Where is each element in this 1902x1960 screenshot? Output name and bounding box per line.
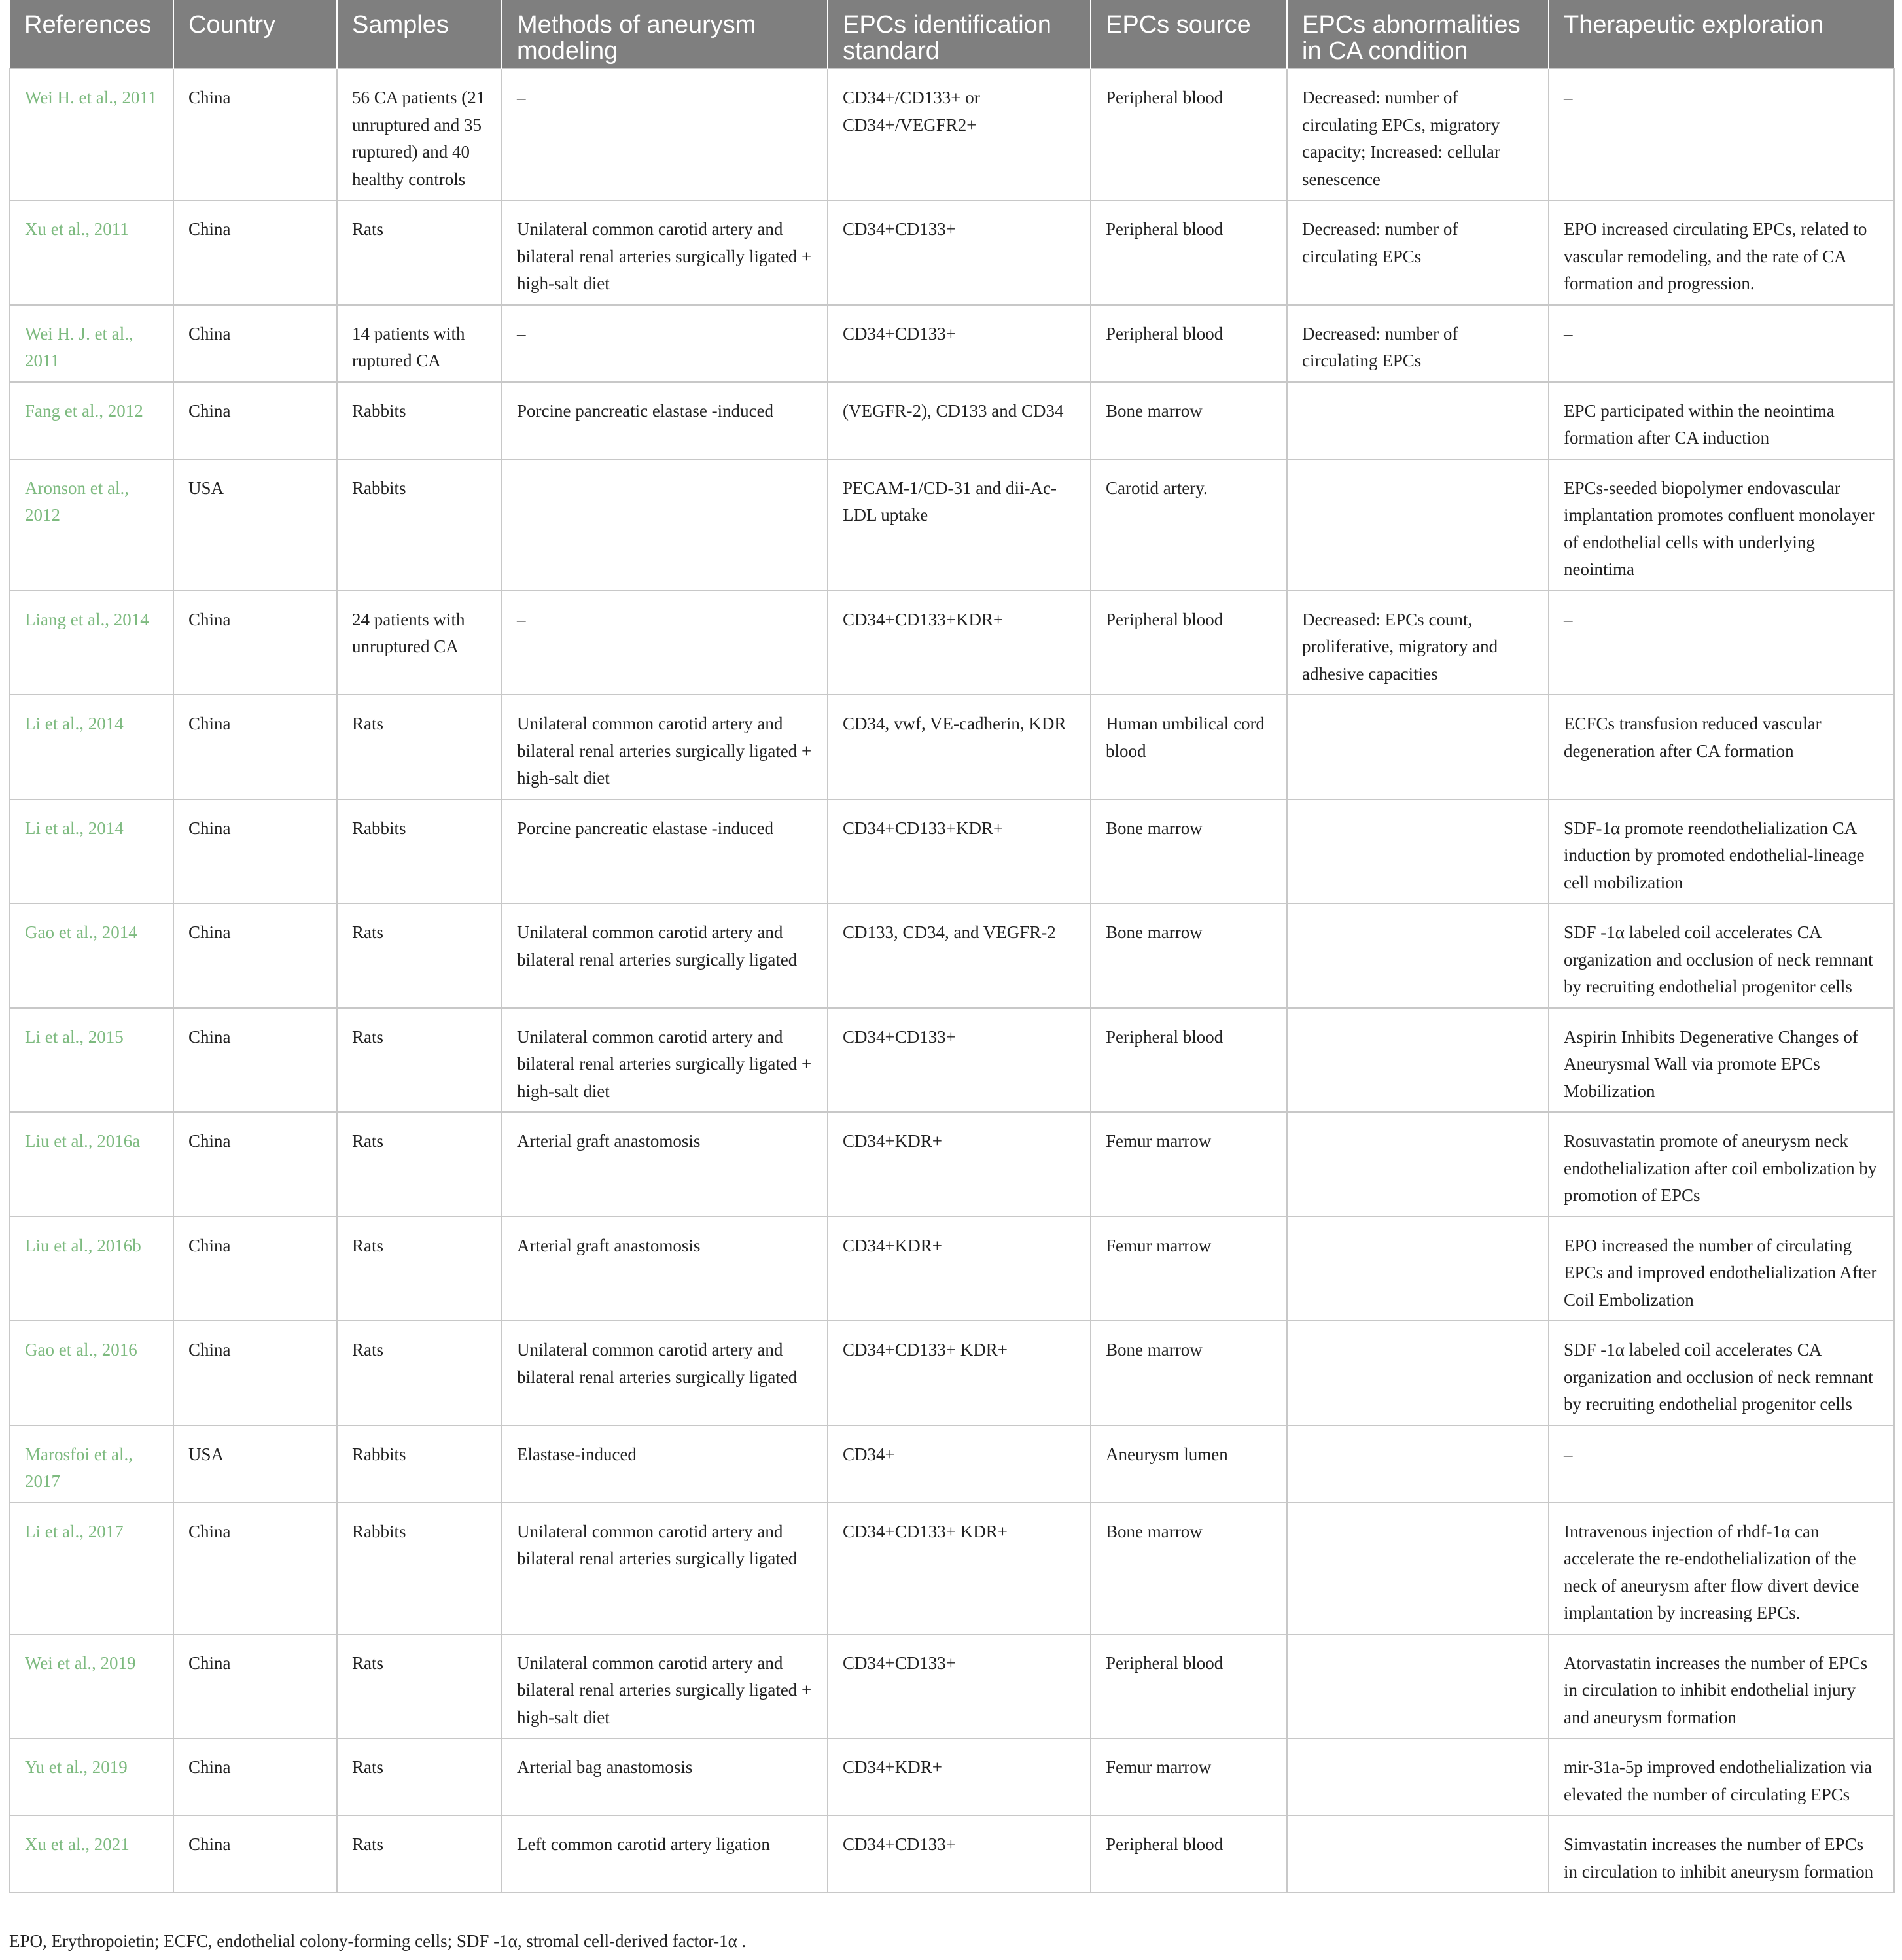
samples-cell: Rats [337, 1815, 502, 1893]
country-cell: China [173, 903, 337, 1008]
therapeutic-cell: mir-31a-5p improved endothelialization via elevated the number of circulating EPCs [1549, 1738, 1894, 1815]
table-row [10, 1738, 1894, 1815]
country-cell: China [173, 1112, 337, 1217]
identification-standard-cell: CD34+CD133+ [828, 305, 1091, 382]
samples-cell: 14 patients with ruptured CA [337, 305, 502, 382]
table-body [10, 69, 1894, 1893]
abnormalities-cell: Decreased: number of circulating EPCs, migratory capacity; Increased: cellular senescence [1287, 69, 1549, 200]
country-cell: China [173, 1815, 337, 1893]
therapeutic-cell: EPC participated within the neointima formation after CA induction [1549, 382, 1894, 459]
reference-link[interactable]: Li et al., 2014 [10, 695, 173, 799]
epcs-source-cell: Peripheral blood [1091, 200, 1287, 305]
samples-cell: Rats [337, 1738, 502, 1815]
samples-cell: Rats [337, 1008, 502, 1113]
table-header [10, 0, 1894, 69]
table-row [10, 1634, 1894, 1739]
therapeutic-cell: – [1549, 591, 1894, 695]
abnormalities-cell [1287, 1738, 1549, 1815]
identification-standard-cell: CD34, vwf, VE-cadherin, KDR [828, 695, 1091, 799]
identification-standard-cell: CD34+KDR+ [828, 1217, 1091, 1321]
samples-cell: Rats [337, 1112, 502, 1217]
header-country: Country [173, 0, 337, 69]
table-row [10, 903, 1894, 1008]
abnormalities-cell [1287, 1321, 1549, 1426]
country-cell: China [173, 1217, 337, 1321]
reference-link[interactable]: Marosfoi et al., 2017 [10, 1426, 173, 1503]
reference-link[interactable]: Li et al., 2017 [10, 1503, 173, 1634]
epcs-source-cell: Bone marrow [1091, 799, 1287, 904]
method-cell: Arterial graft anastomosis [502, 1112, 828, 1217]
abnormalities-cell [1287, 1217, 1549, 1321]
abnormalities-cell [1287, 799, 1549, 904]
epcs-source-cell: Aneurysm lumen [1091, 1426, 1287, 1503]
therapeutic-cell: Simvastatin increases the number of EPCs in circulation to inhibit aneurysm formation [1549, 1815, 1894, 1893]
identification-standard-cell: CD34+KDR+ [828, 1738, 1091, 1815]
therapeutic-cell: – [1549, 69, 1894, 200]
table-row [10, 1426, 1894, 1503]
method-cell: Left common carotid artery ligation [502, 1815, 828, 1893]
method-cell: Unilateral common carotid artery and bilateral renal arteries surgically ligated + high-salt diet [502, 1008, 828, 1113]
identification-standard-cell: CD34+KDR+ [828, 1112, 1091, 1217]
therapeutic-cell: – [1549, 305, 1894, 382]
therapeutic-cell: SDF -1α labeled coil accelerates CA organization and occlusion of neck remnant by recruiting endothelial progenitor cells [1549, 903, 1894, 1008]
country-cell: China [173, 1008, 337, 1113]
table-row [10, 1112, 1894, 1217]
epcs-source-cell: Bone marrow [1091, 382, 1287, 459]
identification-standard-cell: CD34+ [828, 1426, 1091, 1503]
header-therapeutic: Therapeutic exploration [1549, 0, 1894, 69]
identification-standard-cell: (VEGFR-2), CD133 and CD34 [828, 382, 1091, 459]
samples-cell: 24 patients with unruptured CA [337, 591, 502, 695]
abnormalities-cell: Decreased: EPCs count, proliferative, migratory and adhesive capacities [1287, 591, 1549, 695]
method-cell: Unilateral common carotid artery and bilateral renal arteries surgically ligated + high-salt diet [502, 200, 828, 305]
table-row [10, 591, 1894, 695]
abnormalities-cell [1287, 1008, 1549, 1113]
header-identification-standard: EPCs identification standard [828, 0, 1091, 69]
reference-link[interactable]: Xu et al., 2011 [10, 200, 173, 305]
header-epcs-source: EPCs source [1091, 0, 1287, 69]
therapeutic-cell: SDF -1α labeled coil accelerates CA organization and occlusion of neck remnant by recruiting endothelial progenitor cells [1549, 1321, 1894, 1426]
reference-link[interactable]: Wei H. J. et al., 2011 [10, 305, 173, 382]
reference-link[interactable]: Xu et al., 2021 [10, 1815, 173, 1893]
samples-cell: Rats [337, 1634, 502, 1739]
epcs-source-cell: Peripheral blood [1091, 69, 1287, 200]
country-cell: China [173, 591, 337, 695]
identification-standard-cell: CD34+CD133+ KDR+ [828, 1321, 1091, 1426]
epcs-source-cell: Bone marrow [1091, 1321, 1287, 1426]
method-cell: Porcine pancreatic elastase -induced [502, 799, 828, 904]
samples-cell: Rats [337, 1321, 502, 1426]
header-references: References [10, 0, 173, 69]
epcs-source-cell: Peripheral blood [1091, 305, 1287, 382]
samples-cell: Rabbits [337, 799, 502, 904]
epcs-source-cell: Peripheral blood [1091, 591, 1287, 695]
header-row [10, 0, 1894, 69]
method-cell: – [502, 591, 828, 695]
table-row [10, 1503, 1894, 1634]
identification-standard-cell: CD34+CD133+ KDR+ [828, 1503, 1091, 1634]
method-cell: Unilateral common carotid artery and bilateral renal arteries surgically ligated [502, 903, 828, 1008]
epcs-source-cell: Bone marrow [1091, 1503, 1287, 1634]
abnormalities-cell [1287, 1634, 1549, 1739]
abnormalities-cell [1287, 1815, 1549, 1893]
reference-link[interactable]: Liu et al., 2016b [10, 1217, 173, 1321]
method-cell: Unilateral common carotid artery and bilateral renal arteries surgically ligated [502, 1503, 828, 1634]
therapeutic-cell: – [1549, 1426, 1894, 1503]
samples-cell: Rats [337, 695, 502, 799]
country-cell: China [173, 695, 337, 799]
country-cell: China [173, 1503, 337, 1634]
table-row [10, 382, 1894, 459]
method-cell: Unilateral common carotid artery and bilateral renal arteries surgically ligated + high-salt diet [502, 695, 828, 799]
epcs-source-cell: Peripheral blood [1091, 1815, 1287, 1893]
samples-cell: Rats [337, 903, 502, 1008]
epcs-source-cell: Femur marrow [1091, 1217, 1287, 1321]
therapeutic-cell: ECFCs transfusion reduced vascular degeneration after CA formation [1549, 695, 1894, 799]
method-cell: Elastase-induced [502, 1426, 828, 1503]
reference-link[interactable]: Gao et al., 2016 [10, 1321, 173, 1426]
abnormalities-cell: Decreased: number of circulating EPCs [1287, 200, 1549, 305]
identification-standard-cell: CD34+CD133+ [828, 200, 1091, 305]
country-cell: China [173, 1321, 337, 1426]
therapeutic-cell: EPCs-seeded biopolymer endovascular implantation promotes confluent monolayer of endothelial cells with underlying neointima [1549, 459, 1894, 591]
therapeutic-cell: Aspirin Inhibits Degenerative Changes of Aneurysmal Wall via promote EPCs Mobilization [1549, 1008, 1894, 1113]
reference-link[interactable]: Gao et al., 2014 [10, 903, 173, 1008]
epcs-source-cell: Carotid artery. [1091, 459, 1287, 591]
header-samples: Samples [337, 0, 502, 69]
method-cell: Unilateral common carotid artery and bilateral renal arteries surgically ligated [502, 1321, 828, 1426]
therapeutic-cell: Rosuvastatin promote of aneurysm neck endothelialization after coil embolization by promotion of EPCs [1549, 1112, 1894, 1217]
therapeutic-cell: EPO increased circulating EPCs, related to vascular remodeling, and the rate of CA formation and progression. [1549, 200, 1894, 305]
country-cell: USA [173, 1426, 337, 1503]
reference-link[interactable]: Aronson et al., 2012 [10, 459, 173, 591]
samples-cell: 56 CA patients (21 unruptured and 35 ruptured) and 40 healthy controls [337, 69, 502, 200]
samples-cell: Rats [337, 200, 502, 305]
reference-link[interactable]: Li et al., 2015 [10, 1008, 173, 1113]
identification-standard-cell: CD34+CD133+KDR+ [828, 591, 1091, 695]
abnormalities-cell [1287, 1426, 1549, 1503]
abnormalities-cell [1287, 459, 1549, 591]
therapeutic-cell: SDF-1α promote reendothelialization CA induction by promoted endothelial-lineage cell mobilization [1549, 799, 1894, 904]
abnormalities-cell [1287, 695, 1549, 799]
header-methods: Methods of aneurysm modeling [502, 0, 828, 69]
abnormalities-cell: Decreased: number of circulating EPCs [1287, 305, 1549, 382]
method-cell [502, 459, 828, 591]
reference-link[interactable]: Wei et al., 2019 [10, 1634, 173, 1739]
abnormalities-cell [1287, 903, 1549, 1008]
epc-studies-table [9, 0, 1895, 1893]
country-cell: China [173, 200, 337, 305]
table-row [10, 1321, 1894, 1426]
table-footnote: EPO, Erythropoietin; ECFC, endothelial colony-forming cells; SDF -1α, stromal cell-derived factor-1α . [9, 1931, 747, 1951]
country-cell: China [173, 1634, 337, 1739]
samples-cell: Rabbits [337, 382, 502, 459]
abnormalities-cell [1287, 1112, 1549, 1217]
table-row [10, 305, 1894, 382]
country-cell: China [173, 69, 337, 200]
epcs-source-cell: Femur marrow [1091, 1112, 1287, 1217]
country-cell: China [173, 1738, 337, 1815]
method-cell: Arterial graft anastomosis [502, 1217, 828, 1321]
reference-link[interactable]: Fang et al., 2012 [10, 382, 173, 459]
reference-link[interactable]: Li et al., 2014 [10, 799, 173, 904]
method-cell: – [502, 305, 828, 382]
table-row [10, 69, 1894, 200]
table-row [10, 459, 1894, 591]
epcs-source-cell: Femur marrow [1091, 1738, 1287, 1815]
epcs-source-cell: Peripheral blood [1091, 1008, 1287, 1113]
identification-standard-cell: CD133, CD34, and VEGFR-2 [828, 903, 1091, 1008]
table-row [10, 695, 1894, 799]
table-row [10, 1008, 1894, 1113]
epcs-source-cell: Bone marrow [1091, 903, 1287, 1008]
identification-standard-cell: CD34+CD133+ [828, 1008, 1091, 1113]
identification-standard-cell: CD34+CD133+KDR+ [828, 799, 1091, 904]
country-cell: USA [173, 459, 337, 591]
identification-standard-cell: CD34+CD133+ [828, 1815, 1091, 1893]
method-cell: Porcine pancreatic elastase -induced [502, 382, 828, 459]
therapeutic-cell: Intravenous injection of rhdf-1α can accelerate the re-endothelialization of the neck of aneurysm after flow divert device implantation by increasing EPCs. [1549, 1503, 1894, 1634]
method-cell: – [502, 69, 828, 200]
reference-link[interactable]: Liang et al., 2014 [10, 591, 173, 695]
reference-link[interactable]: Wei H. et al., 2011 [10, 69, 173, 200]
table-row [10, 200, 1894, 305]
samples-cell: Rats [337, 1217, 502, 1321]
identification-standard-cell: CD34+/CD133+ or CD34+/VEGFR2+ [828, 69, 1091, 200]
reference-link[interactable]: Liu et al., 2016a [10, 1112, 173, 1217]
method-cell: Unilateral common carotid artery and bilateral renal arteries surgically ligated + high-salt diet [502, 1634, 828, 1739]
method-cell: Arterial bag anastomosis [502, 1738, 828, 1815]
reference-link[interactable]: Yu et al., 2019 [10, 1738, 173, 1815]
country-cell: China [173, 799, 337, 904]
therapeutic-cell: Atorvastatin increases the number of EPCs in circulation to inhibit endothelial injury and aneurysm formation [1549, 1634, 1894, 1739]
identification-standard-cell: PECAM-1/CD-31 and dii-Ac-LDL uptake [828, 459, 1091, 591]
epcs-source-cell: Peripheral blood [1091, 1634, 1287, 1739]
therapeutic-cell: EPO increased the number of circulating EPCs and improved endothelialization After Coil Embolization [1549, 1217, 1894, 1321]
samples-cell: Rabbits [337, 1426, 502, 1503]
header-abnormalities: EPCs abnormalities in CA condition [1287, 0, 1549, 69]
country-cell: China [173, 382, 337, 459]
table-container [9, 0, 1893, 1893]
abnormalities-cell [1287, 382, 1549, 459]
identification-standard-cell: CD34+CD133+ [828, 1634, 1091, 1739]
samples-cell: Rabbits [337, 459, 502, 591]
samples-cell: Rabbits [337, 1503, 502, 1634]
abnormalities-cell [1287, 1503, 1549, 1634]
epcs-source-cell: Human umbilical cord blood [1091, 695, 1287, 799]
country-cell: China [173, 305, 337, 382]
table-row [10, 1815, 1894, 1893]
table-row [10, 1217, 1894, 1321]
table-row [10, 799, 1894, 904]
